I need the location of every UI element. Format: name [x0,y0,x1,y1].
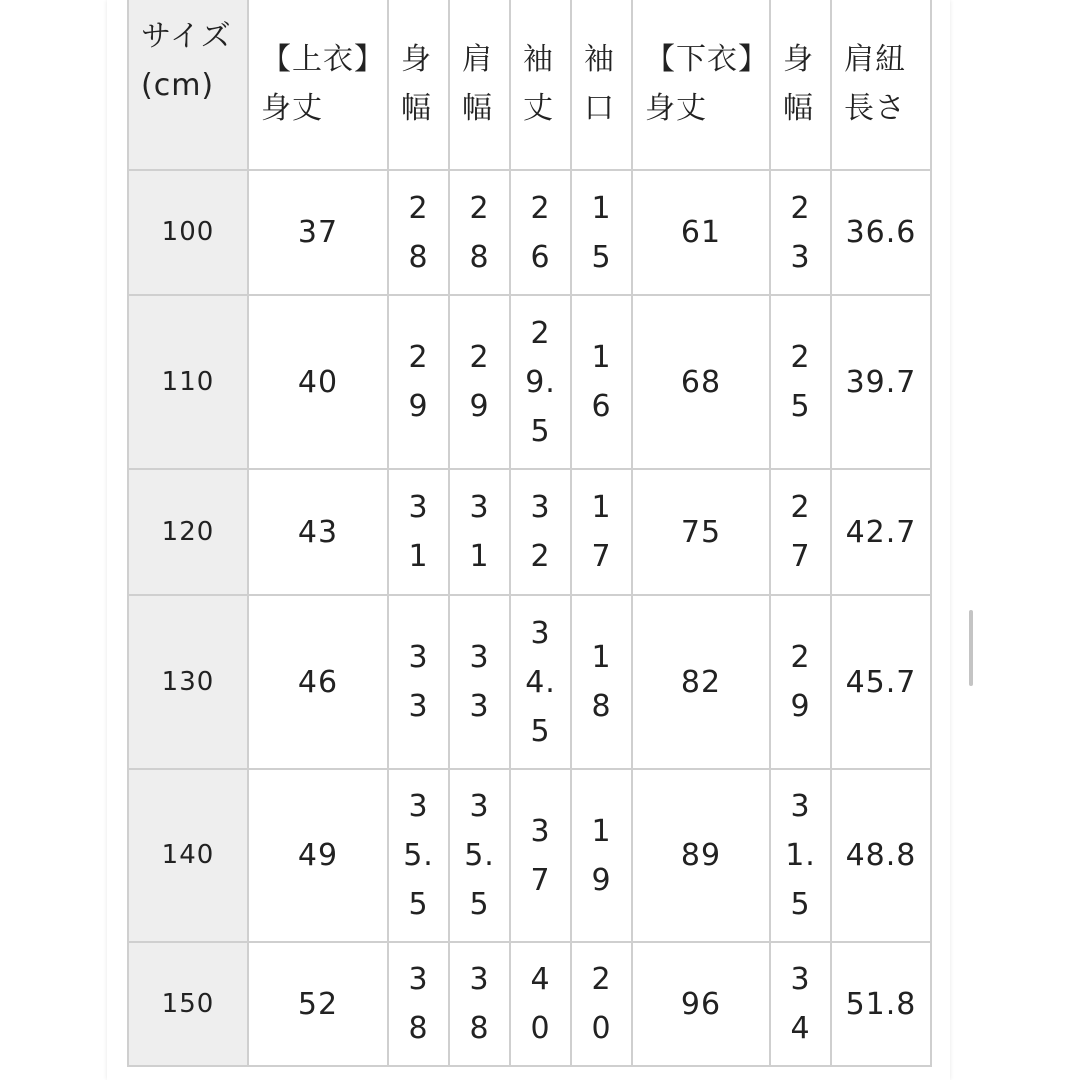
table-cell: 20 [571,942,632,1066]
table-cell: 29.5 [510,295,571,469]
table-cell: 42.7 [831,469,931,595]
table-row [128,170,931,295]
table-cell: 31 [449,469,510,595]
table-cell: 27 [770,469,831,595]
scrollbar-thumb[interactable] [969,610,973,686]
table-cell: 48.8 [831,769,931,942]
table-row [128,595,931,769]
table-cell: 51.8 [831,942,931,1066]
table-cell: 40 [248,295,388,469]
table-cell: 33 [388,595,449,769]
table-cell: 17 [571,469,632,595]
table-header-row [128,0,931,170]
table-row [128,295,931,469]
table-cell: 29 [388,295,449,469]
size-cell: 130 [128,595,248,769]
table-cell: 15 [571,170,632,295]
header-size: サイズ(cm) [128,0,248,170]
header-sleeve-length: 袖丈 [510,0,571,170]
table-cell: 38 [449,942,510,1066]
header-bottom-body-width: 身幅 [770,0,831,170]
table-cell: 32 [510,469,571,595]
table-row [128,469,931,595]
header-shoulder-width: 肩幅 [449,0,510,170]
table-cell: 35.5 [388,769,449,942]
table-cell: 43 [248,469,388,595]
header-top-length: 【上衣】身丈 [248,0,388,170]
table-cell: 19 [571,769,632,942]
table-cell: 45.7 [831,595,931,769]
table-cell: 28 [388,170,449,295]
table-cell: 18 [571,595,632,769]
size-table [127,0,932,1067]
table-cell: 52 [248,942,388,1066]
table-cell: 38 [388,942,449,1066]
table-cell: 29 [770,595,831,769]
size-table-container [127,0,930,1067]
table-cell: 31.5 [770,769,831,942]
table-cell: 82 [632,595,770,769]
size-cell: 110 [128,295,248,469]
table-cell: 96 [632,942,770,1066]
table-cell: 75 [632,469,770,595]
table-cell: 37 [510,769,571,942]
table-cell: 28 [449,170,510,295]
size-cell: 100 [128,170,248,295]
header-top-body-width: 身幅 [388,0,449,170]
table-cell: 26 [510,170,571,295]
table-cell: 46 [248,595,388,769]
size-cell: 150 [128,942,248,1066]
table-cell: 68 [632,295,770,469]
table-cell: 34 [770,942,831,1066]
table-row [128,769,931,942]
table-cell: 35.5 [449,769,510,942]
table-cell: 34.5 [510,595,571,769]
table-cell: 36.6 [831,170,931,295]
table-cell: 29 [449,295,510,469]
table-cell: 23 [770,170,831,295]
table-cell: 33 [449,595,510,769]
header-cuff: 袖口 [571,0,632,170]
table-row [128,942,931,1066]
header-bottom-length: 【下衣】身丈 [632,0,770,170]
table-cell: 25 [770,295,831,469]
table-cell: 49 [248,769,388,942]
table-cell: 37 [248,170,388,295]
table-cell: 61 [632,170,770,295]
size-cell: 140 [128,769,248,942]
table-cell: 16 [571,295,632,469]
table-cell: 39.7 [831,295,931,469]
header-strap-length: 肩紐長さ [831,0,931,170]
table-cell: 89 [632,769,770,942]
size-cell: 120 [128,469,248,595]
table-cell: 40 [510,942,571,1066]
table-cell: 31 [388,469,449,595]
